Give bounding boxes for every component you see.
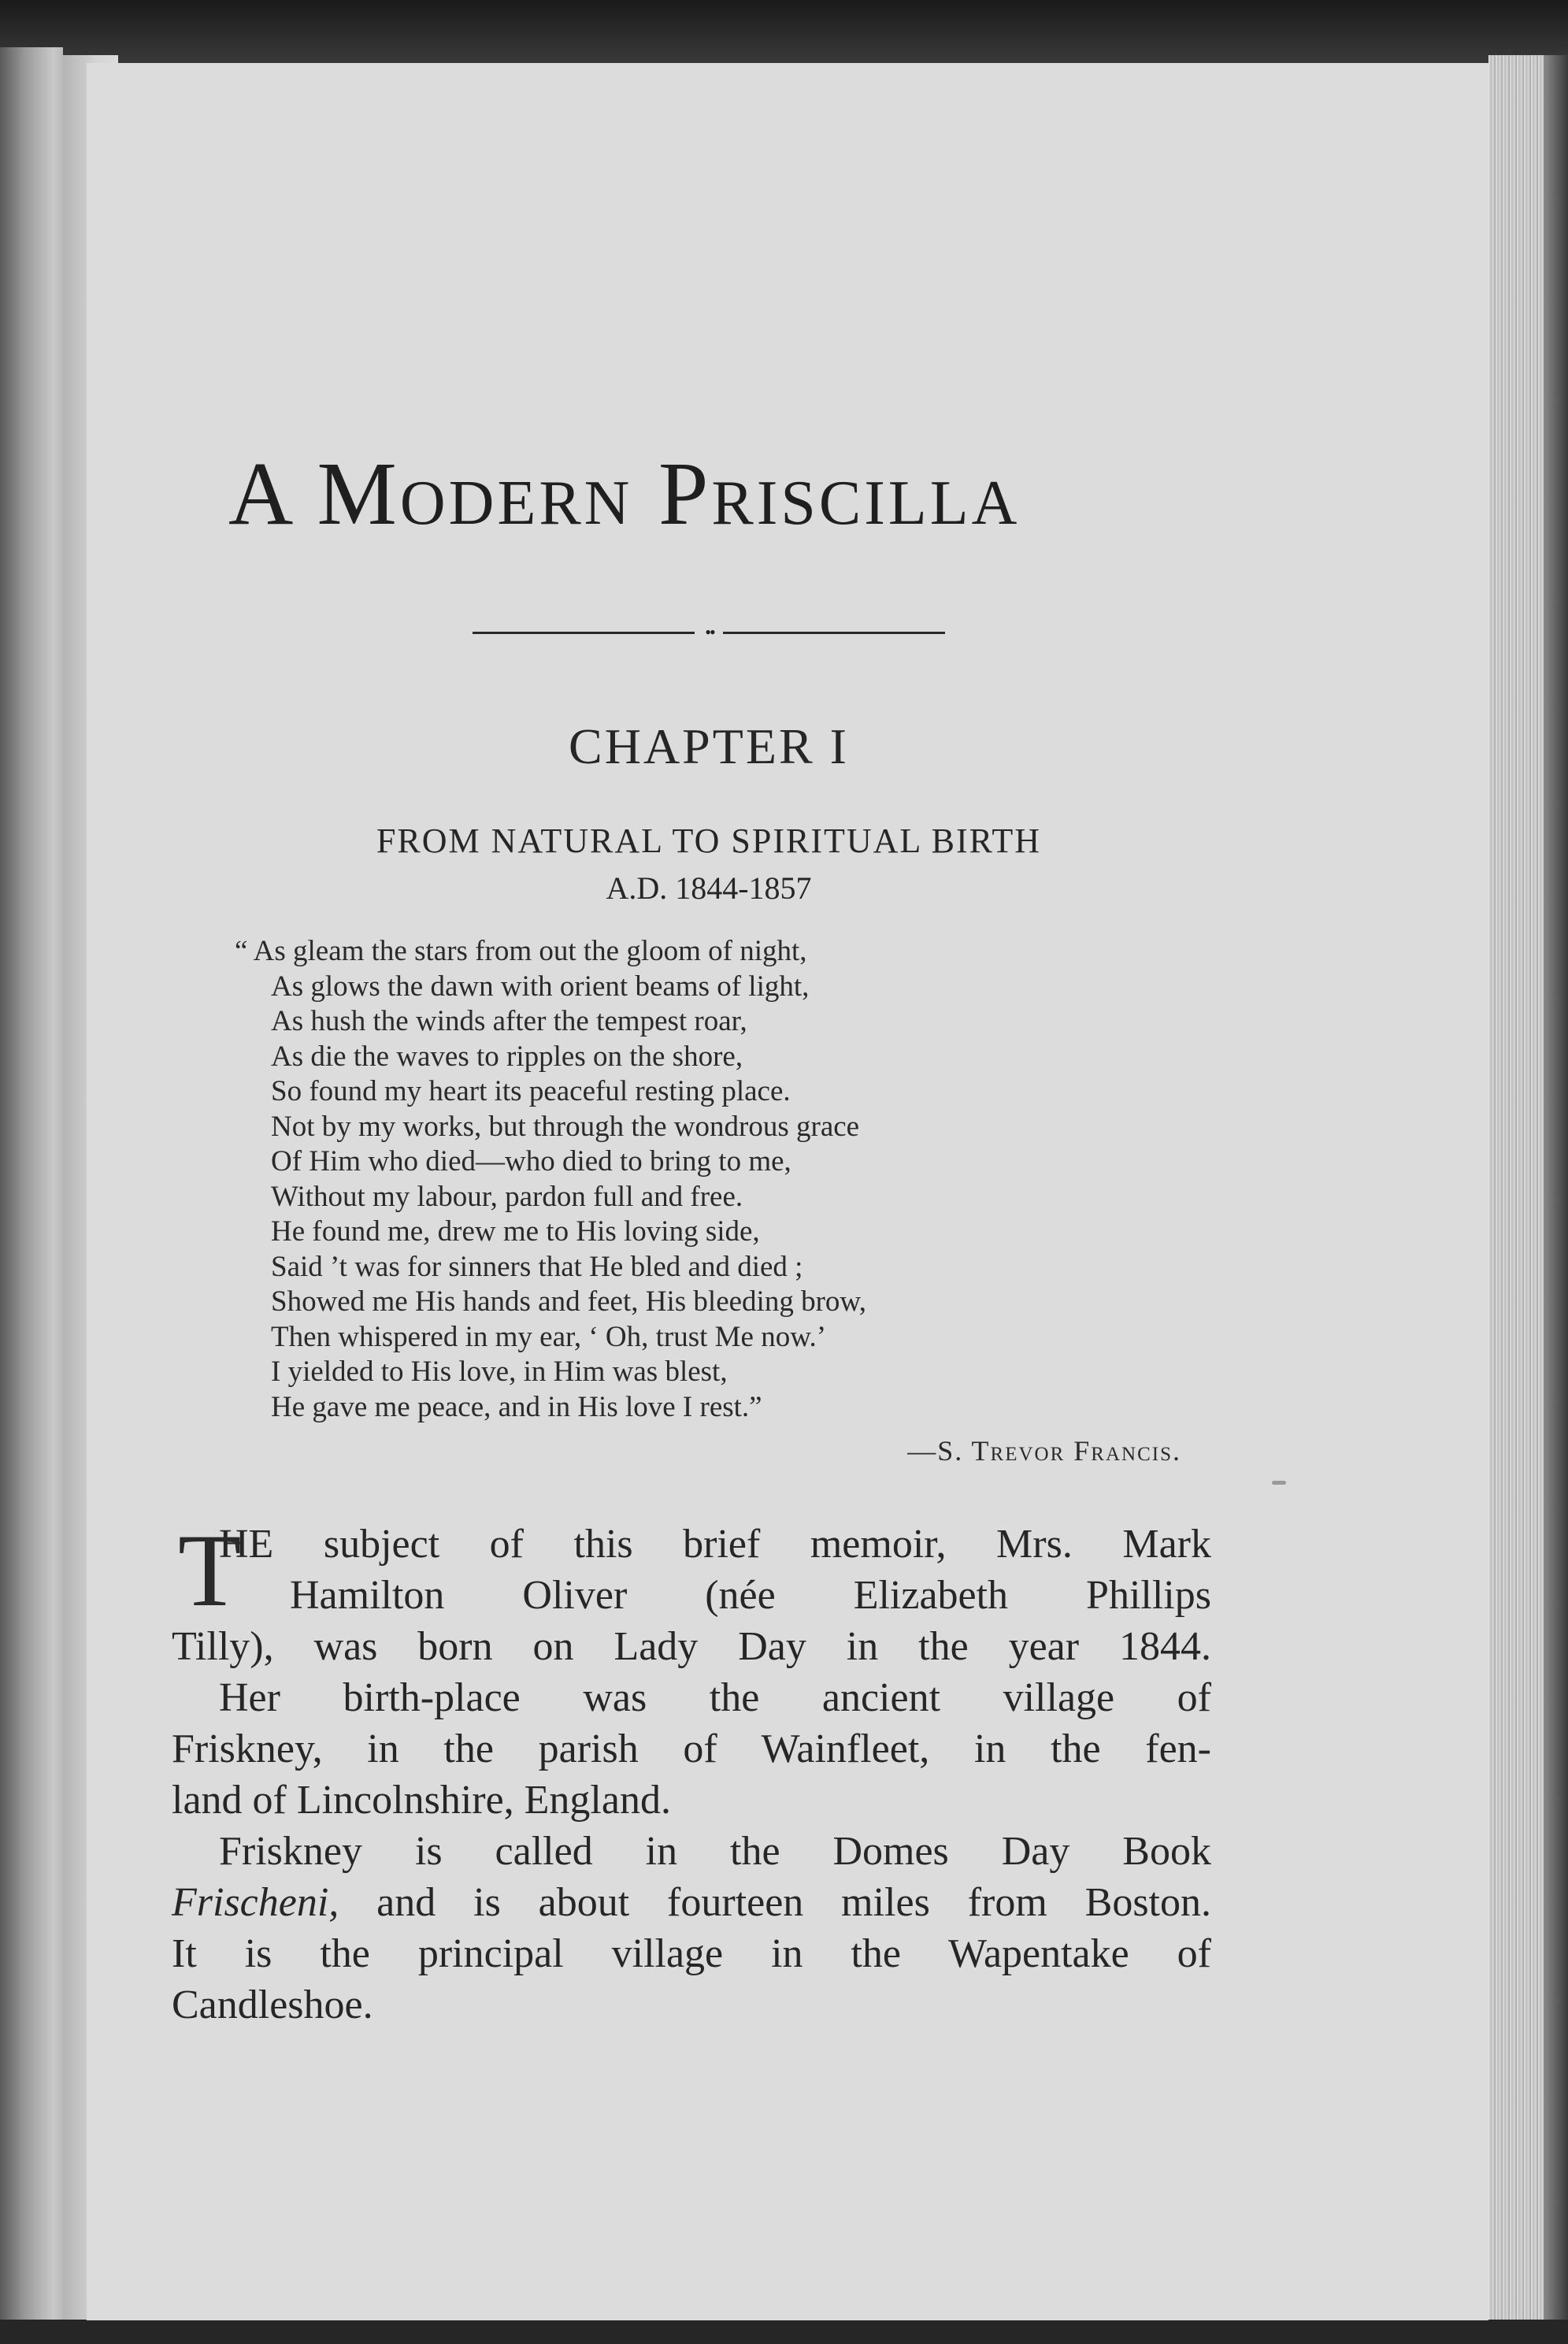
scan-bottom-border	[0, 2320, 1568, 2344]
italic-term: Frischeni,	[172, 1880, 339, 1925]
poem-line: Then whispered in my ear, ‘ Oh, trust Me now.’	[271, 1320, 827, 1353]
poem-line: He found me, drew me to His loving side,	[271, 1215, 760, 1248]
body-line: Tilly), was born on Lady Day in the year 1844.	[172, 1624, 1211, 1669]
chapter-heading: CHAPTER I	[569, 718, 849, 774]
body-line: Friskney, in the parish of Wainfleet, in the fen-	[172, 1726, 1211, 1771]
cover-edge	[1544, 55, 1568, 2331]
poem-line: As die the waves to ripples on the shore,	[271, 1040, 743, 1073]
ornament-dots: ••	[705, 622, 714, 642]
body-line: Friskney is called in the Domes Day Book	[219, 1829, 1211, 1874]
poem-line: As hush the winds after the tempest roar,	[271, 1005, 747, 1037]
chapter-subtitle: FROM NATURAL TO SPIRITUAL BIRTH	[376, 822, 1042, 860]
poem-line: Without my labour, pardon full and free.	[271, 1180, 743, 1213]
drop-cap: T	[178, 1512, 242, 1628]
body-line: HE subject of this brief memoir, Mrs. Mark	[219, 1522, 1211, 1567]
chapter-body-text	[172, 1512, 1212, 2031]
body-line-italic	[172, 1877, 1211, 1928]
poem-line: He gave me peace, and in His love I rest.”	[271, 1390, 762, 1423]
title-ornament-rule	[473, 622, 945, 642]
page-mark	[1272, 1481, 1286, 1485]
body-line-rest: and is about fourteen miles from Boston.	[376, 1880, 1212, 1925]
body-line: land of Lincolnshire, England.	[172, 1778, 671, 1823]
poem-line: So found my heart its peaceful resting place.	[271, 1075, 791, 1107]
body-line: Candleshoe.	[172, 1982, 373, 2027]
book-title: A Modern Priscilla	[228, 443, 1021, 543]
poem-line: Said ’t was for sinners that He bled and died ;	[271, 1250, 803, 1283]
poem-line: I yielded to His love, in Him was blest,	[271, 1356, 728, 1388]
poem-line: As glows the dawn with orient beams of light,	[271, 970, 810, 1003]
poem-line: Not by my works, but through the wondrous grace	[271, 1110, 860, 1143]
body-line: Her birth-place was the ancient village of	[219, 1675, 1211, 1720]
scan-top-border	[0, 0, 1568, 65]
epigraph-poem	[236, 934, 1229, 1425]
poem-line: Of Him who died—who died to bring to me,	[271, 1145, 791, 1178]
poem-line: “ As gleam the stars from out the gloom of night,	[235, 935, 807, 967]
book-spine-edge	[0, 47, 63, 2331]
ornament-rule-right	[723, 632, 945, 634]
poem-attribution: —S. Trevor Francis.	[907, 1435, 1181, 1467]
body-line: Hamilton Oliver (née Elizabeth Phillips	[290, 1573, 1211, 1618]
body-line: It is the principal village in the Wapentake of	[172, 1931, 1211, 1976]
ornament-rule-left	[473, 632, 695, 634]
chapter-dates: A.D. 1844-1857	[606, 870, 812, 906]
poem-line: Showed me His hands and feet, His bleeding brow,	[271, 1285, 866, 1318]
